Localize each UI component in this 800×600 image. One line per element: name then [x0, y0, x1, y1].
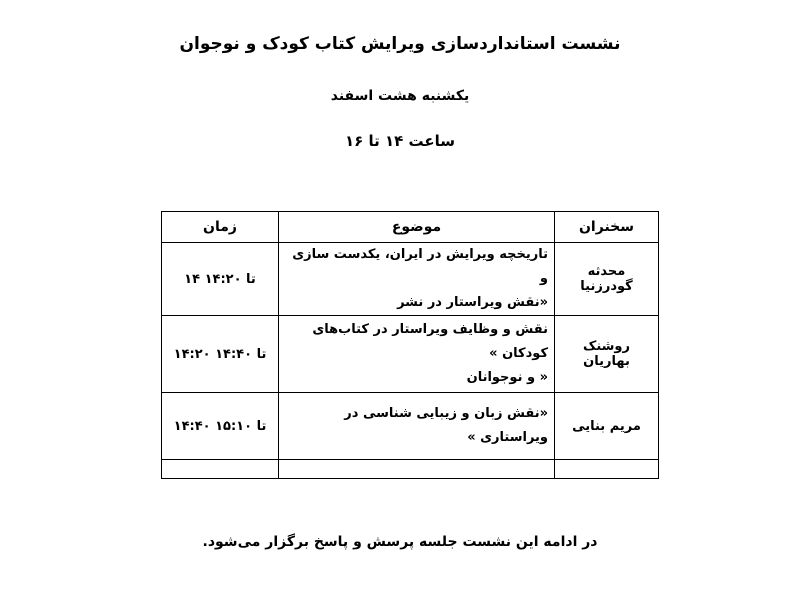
event-time: ساعت ۱۴ تا ۱۶	[344, 132, 456, 150]
time-cell	[162, 393, 279, 460]
time-cell	[162, 243, 279, 316]
table-row	[162, 393, 659, 460]
footer-note: در ادامه این نشست جلسه پرسش و پاسخ برگزار می‌شود.	[202, 534, 598, 550]
time-value: ۱۴ تا ۱۴:۲۰	[184, 271, 256, 287]
table-row	[162, 316, 659, 393]
topic-line: نقش و وظایف ویراستار در کتاب‌های کودکان »	[312, 322, 548, 361]
speaker-cell: مریم بنایی	[555, 393, 659, 460]
header-speaker: سخنران	[555, 212, 659, 243]
schedule-table	[161, 211, 659, 479]
empty-cell	[162, 460, 279, 479]
time-cell	[162, 316, 279, 393]
event-date: یکشنبه هشت اسفند	[330, 88, 470, 104]
header-topic: موضوع	[279, 212, 555, 243]
topic-cell	[279, 316, 555, 393]
topic-line: تاریخچه ویرایش در ایران، یکدست سازی و	[292, 247, 548, 286]
empty-row	[162, 460, 659, 479]
speaker-cell: محدثه گودرزنیا	[555, 243, 659, 316]
topic-cell	[279, 393, 555, 460]
topic-line: «نقش ویراستار در نشر	[397, 295, 548, 310]
topic-cell	[279, 243, 555, 316]
time-value: ۱۴:۲۰ تا ۱۴:۴۰	[173, 346, 267, 362]
page-title: نشست استانداردسازی ویرایش کتاب کودک و نوجوان	[179, 34, 621, 54]
empty-cell	[555, 460, 659, 479]
topic-line: «نقش زبان و زیبایی شناسی در ویراستاری »	[344, 406, 548, 445]
table-row	[162, 243, 659, 316]
empty-cell	[279, 460, 555, 479]
time-value: ۱۴:۴۰ تا ۱۵:۱۰	[173, 418, 267, 434]
table-header-row	[162, 212, 659, 243]
header-time: زمان	[162, 212, 279, 243]
topic-line: « و نوجوانان	[466, 370, 548, 385]
speaker-cell: روشنک بهاریان	[555, 316, 659, 393]
